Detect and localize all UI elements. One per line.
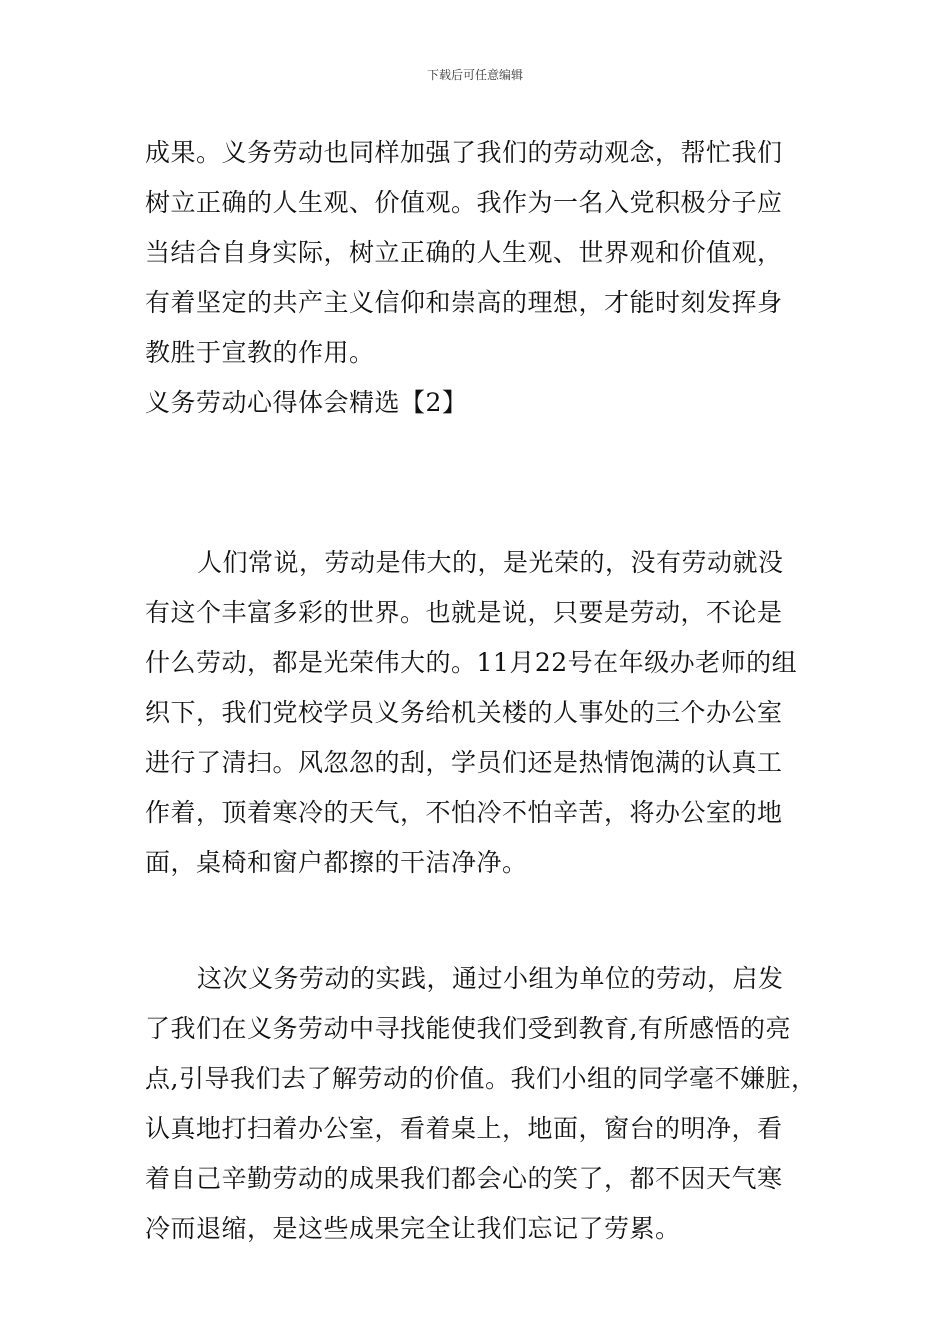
paragraph-3 xyxy=(145,954,825,1254)
spacer xyxy=(145,428,825,538)
text-line: 教胜于宣教的作用。 xyxy=(145,338,375,367)
paragraph-2 xyxy=(145,538,825,888)
text-line: 成果。义务劳动也同样加强了我们的劳动观念，帮忙我们 xyxy=(145,138,783,167)
text-line: 作着，顶着寒冷的天气，不怕冷不怕辛苦，将办公室的地 xyxy=(145,798,783,827)
text-line: 点,引导我们去了解劳动的价值。我们小组的同学毫不嫌脏， xyxy=(145,1064,817,1093)
text-line: 了我们在义务劳动中寻找能使我们受到教育,有所感悟的亮 xyxy=(145,1014,791,1043)
text-line: 这次义务劳动的实践，通过小组为单位的劳动，启发 xyxy=(197,964,784,993)
text-line: 有着坚定的共产主义信仰和崇高的理想，才能时刻发挥身 xyxy=(145,288,783,317)
text-line: 认真地打扫着办公室，看着桌上，地面，窗台的明净，看 xyxy=(145,1114,783,1143)
text-line: 面，桌椅和窗户都擦的干洁净净。 xyxy=(145,848,528,877)
text-line: 着自己辛勤劳动的成果我们都会心的笑了，都不因天气寒 xyxy=(145,1164,783,1193)
spacer xyxy=(145,888,825,954)
section-title: 义务劳动心得体会精选【2】 xyxy=(145,388,468,417)
text-line: 树立正确的人生观、价值观。我作为一名入党积极分子应 xyxy=(145,188,783,217)
text-line: 有这个丰富多彩的世界。也就是说，只要是劳动，不论是 xyxy=(145,598,783,627)
text-line: 织下，我们党校学员义务给机关楼的人事处的三个办公室 xyxy=(145,698,783,727)
text-line: 冷而退缩，是这些成果完全让我们忘记了劳累。 xyxy=(145,1214,681,1243)
text-line: 当结合自身实际，树立正确的人生观、世界观和价值观， xyxy=(145,238,783,267)
text-line: 人们常说，劳动是伟大的，是光荣的，没有劳动就没 xyxy=(197,548,784,577)
paragraph-continuation xyxy=(145,128,825,378)
page-header: 下载后可任意编辑 xyxy=(426,68,523,82)
text-line: 进行了清扫。风忽忽的刮，学员们还是热情饱满的认真工 xyxy=(145,748,783,777)
document-body xyxy=(145,128,825,1254)
text-line: 什么劳动，都是光荣伟大的。11月22号在年级办老师的组 xyxy=(145,648,798,677)
